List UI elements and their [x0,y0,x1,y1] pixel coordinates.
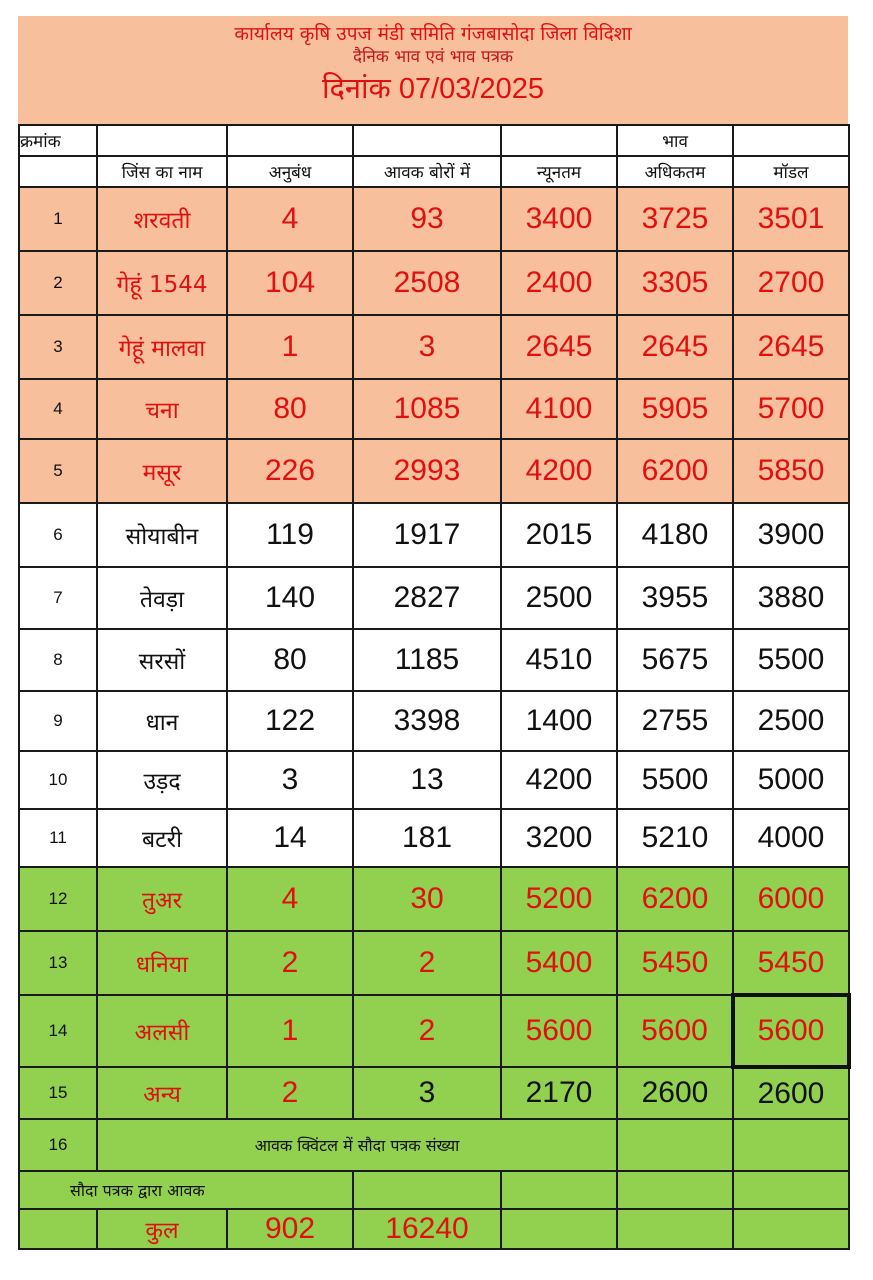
cell-name: मसूर [97,439,227,503]
cell-name: गेहूं मालवा [97,315,227,379]
cell-sn: 6 [19,503,97,567]
cell-modal: 6000 [733,867,849,931]
cell-contract: 2 [227,931,353,995]
cell-max: 2755 [617,691,733,751]
cell-min: 5200 [501,867,617,931]
cell-modal: 5600 [733,995,849,1067]
cell-max: 6200 [617,439,733,503]
table-row [19,379,849,439]
cell-min: 4200 [501,751,617,809]
header-row-2 [19,156,849,187]
cell-min: 3400 [501,187,617,251]
table-body [19,187,849,1119]
cell-modal: 3900 [733,503,849,567]
cell-contract: 2 [227,1067,353,1119]
deal-row [19,1171,849,1209]
cell-arrival: 93 [353,187,501,251]
table-row [19,251,849,315]
cell-max: 6200 [617,867,733,931]
cell-name: धनिया [97,931,227,995]
table-row [19,809,849,867]
cell-min: 1400 [501,691,617,751]
table-row [19,629,849,691]
table-row [19,867,849,931]
table-row [19,931,849,995]
cell-min: 2015 [501,503,617,567]
cell-max: 5600 [617,995,733,1067]
cell-modal: 2700 [733,251,849,315]
cell-min: 5600 [501,995,617,1067]
cell-modal: 5500 [733,629,849,691]
cell-name: बटरी [97,809,227,867]
total-arrival: 16240 [353,1209,501,1249]
cell-modal: 4000 [733,809,849,867]
row-16-text: आवक क्विंटल में सौदा पत्रक संख्या [97,1119,617,1171]
cell-arrival: 2827 [353,567,501,629]
cell-modal: 2500 [733,691,849,751]
cell-arrival: 2 [353,931,501,995]
cell-contract: 4 [227,867,353,931]
report-subtitle: दैनिक भाव एवं भाव पत्रक [352,47,514,67]
cell-contract: 104 [227,251,353,315]
cell-sn: 5 [19,439,97,503]
cell-sn: 3 [19,315,97,379]
cell-arrival: 2 [353,995,501,1067]
cell-sn: 7 [19,567,97,629]
table-row [19,691,849,751]
col-max: अधिकतम [617,156,733,187]
cell-contract: 226 [227,439,353,503]
cell-name: सोयाबीन [97,503,227,567]
cell-modal: 5700 [733,379,849,439]
cell-arrival: 3398 [353,691,501,751]
total-label: कुल [97,1209,227,1249]
cell-name: तुअर [97,867,227,931]
cell-contract: 3 [227,751,353,809]
cell-modal: 2645 [733,315,849,379]
table-row [19,439,849,503]
sheet [18,16,848,124]
cell-arrival: 1085 [353,379,501,439]
cell-sn: 4 [19,379,97,439]
cell-modal: 5450 [733,931,849,995]
cell-min: 2400 [501,251,617,315]
col-contract: अनुबंध [227,156,353,187]
cell-max: 2600 [617,1067,733,1119]
price-table [18,124,851,1250]
cell-name: शरवती [97,187,227,251]
cell-name: तेवड़ा [97,567,227,629]
cell-arrival: 1185 [353,629,501,691]
cell-max: 5450 [617,931,733,995]
cell-contract: 4 [227,187,353,251]
cell-name: गेहूं 1544 [97,251,227,315]
cell-max: 5500 [617,751,733,809]
cell-contract: 119 [227,503,353,567]
cell-min: 2500 [501,567,617,629]
cell-max: 5675 [617,629,733,691]
cell-contract: 14 [227,809,353,867]
cell-sn: 9 [19,691,97,751]
col-modal: मॉडल [733,156,849,187]
cell-modal: 5000 [733,751,849,809]
total-row [19,1209,849,1249]
cell-sn: 1 [19,187,97,251]
cell-contract: 80 [227,379,353,439]
cell-min: 4510 [501,629,617,691]
cell-sn: 15 [19,1067,97,1119]
cell-sn: 12 [19,867,97,931]
cell-arrival: 3 [353,315,501,379]
cell-arrival: 1917 [353,503,501,567]
table-row [19,503,849,567]
cell-min: 4100 [501,379,617,439]
cell-contract: 140 [227,567,353,629]
table-row [19,187,849,251]
cell-modal: 3880 [733,567,849,629]
cell-sn: 10 [19,751,97,809]
row-16 [19,1119,849,1171]
cell-contract: 122 [227,691,353,751]
cell-max: 4180 [617,503,733,567]
cell-arrival: 13 [353,751,501,809]
header-row-1 [19,125,849,156]
cell-arrival: 2993 [353,439,501,503]
cell-modal: 5850 [733,439,849,503]
cell-max: 3305 [617,251,733,315]
cell-max: 5905 [617,379,733,439]
table-row [19,751,849,809]
cell-min: 2170 [501,1067,617,1119]
cell-contract: 1 [227,315,353,379]
deal-text: सौदा पत्रक द्वारा आवक [19,1171,353,1209]
col-arrival: आवक बोरों में [353,156,501,187]
cell-max: 3725 [617,187,733,251]
col-serial: क्रमांक [19,125,97,156]
cell-arrival: 3 [353,1067,501,1119]
cell-sn: 14 [19,995,97,1067]
col-min: न्यूनतम [501,156,617,187]
cell-sn: 2 [19,251,97,315]
cell-min: 3200 [501,809,617,867]
table-row [19,1067,849,1119]
cell-arrival: 2508 [353,251,501,315]
cell-max: 5210 [617,809,733,867]
report-date: दिनांक 07/03/2025 [322,73,544,105]
cell-sn: 8 [19,629,97,691]
cell-modal: 3501 [733,187,849,251]
cell-contract: 80 [227,629,353,691]
cell-name: धान [97,691,227,751]
cell-sn: 13 [19,931,97,995]
cell-min: 5400 [501,931,617,995]
cell-max: 3955 [617,567,733,629]
col-commodity: जिंस का नाम [97,156,227,187]
cell-min: 4200 [501,439,617,503]
cell-contract: 1 [227,995,353,1067]
total-contract: 902 [227,1209,353,1249]
cell-name: उड़द [97,751,227,809]
col-price-group: भाव [617,125,733,156]
row-16-serial: 16 [19,1119,97,1171]
cell-max: 2645 [617,315,733,379]
report-header [18,16,848,124]
cell-arrival: 30 [353,867,501,931]
cell-min: 2645 [501,315,617,379]
office-title: कार्यालय कृषि उपज मंडी समिति गंजबासोदा जिला विदिशा [234,23,632,45]
cell-name: चना [97,379,227,439]
table-row [19,995,849,1067]
cell-sn: 11 [19,809,97,867]
cell-name: सरसों [97,629,227,691]
cell-name: अन्य [97,1067,227,1119]
cell-modal: 2600 [733,1067,849,1119]
table-row [19,567,849,629]
cell-name: अलसी [97,995,227,1067]
cell-arrival: 181 [353,809,501,867]
table-row [19,315,849,379]
